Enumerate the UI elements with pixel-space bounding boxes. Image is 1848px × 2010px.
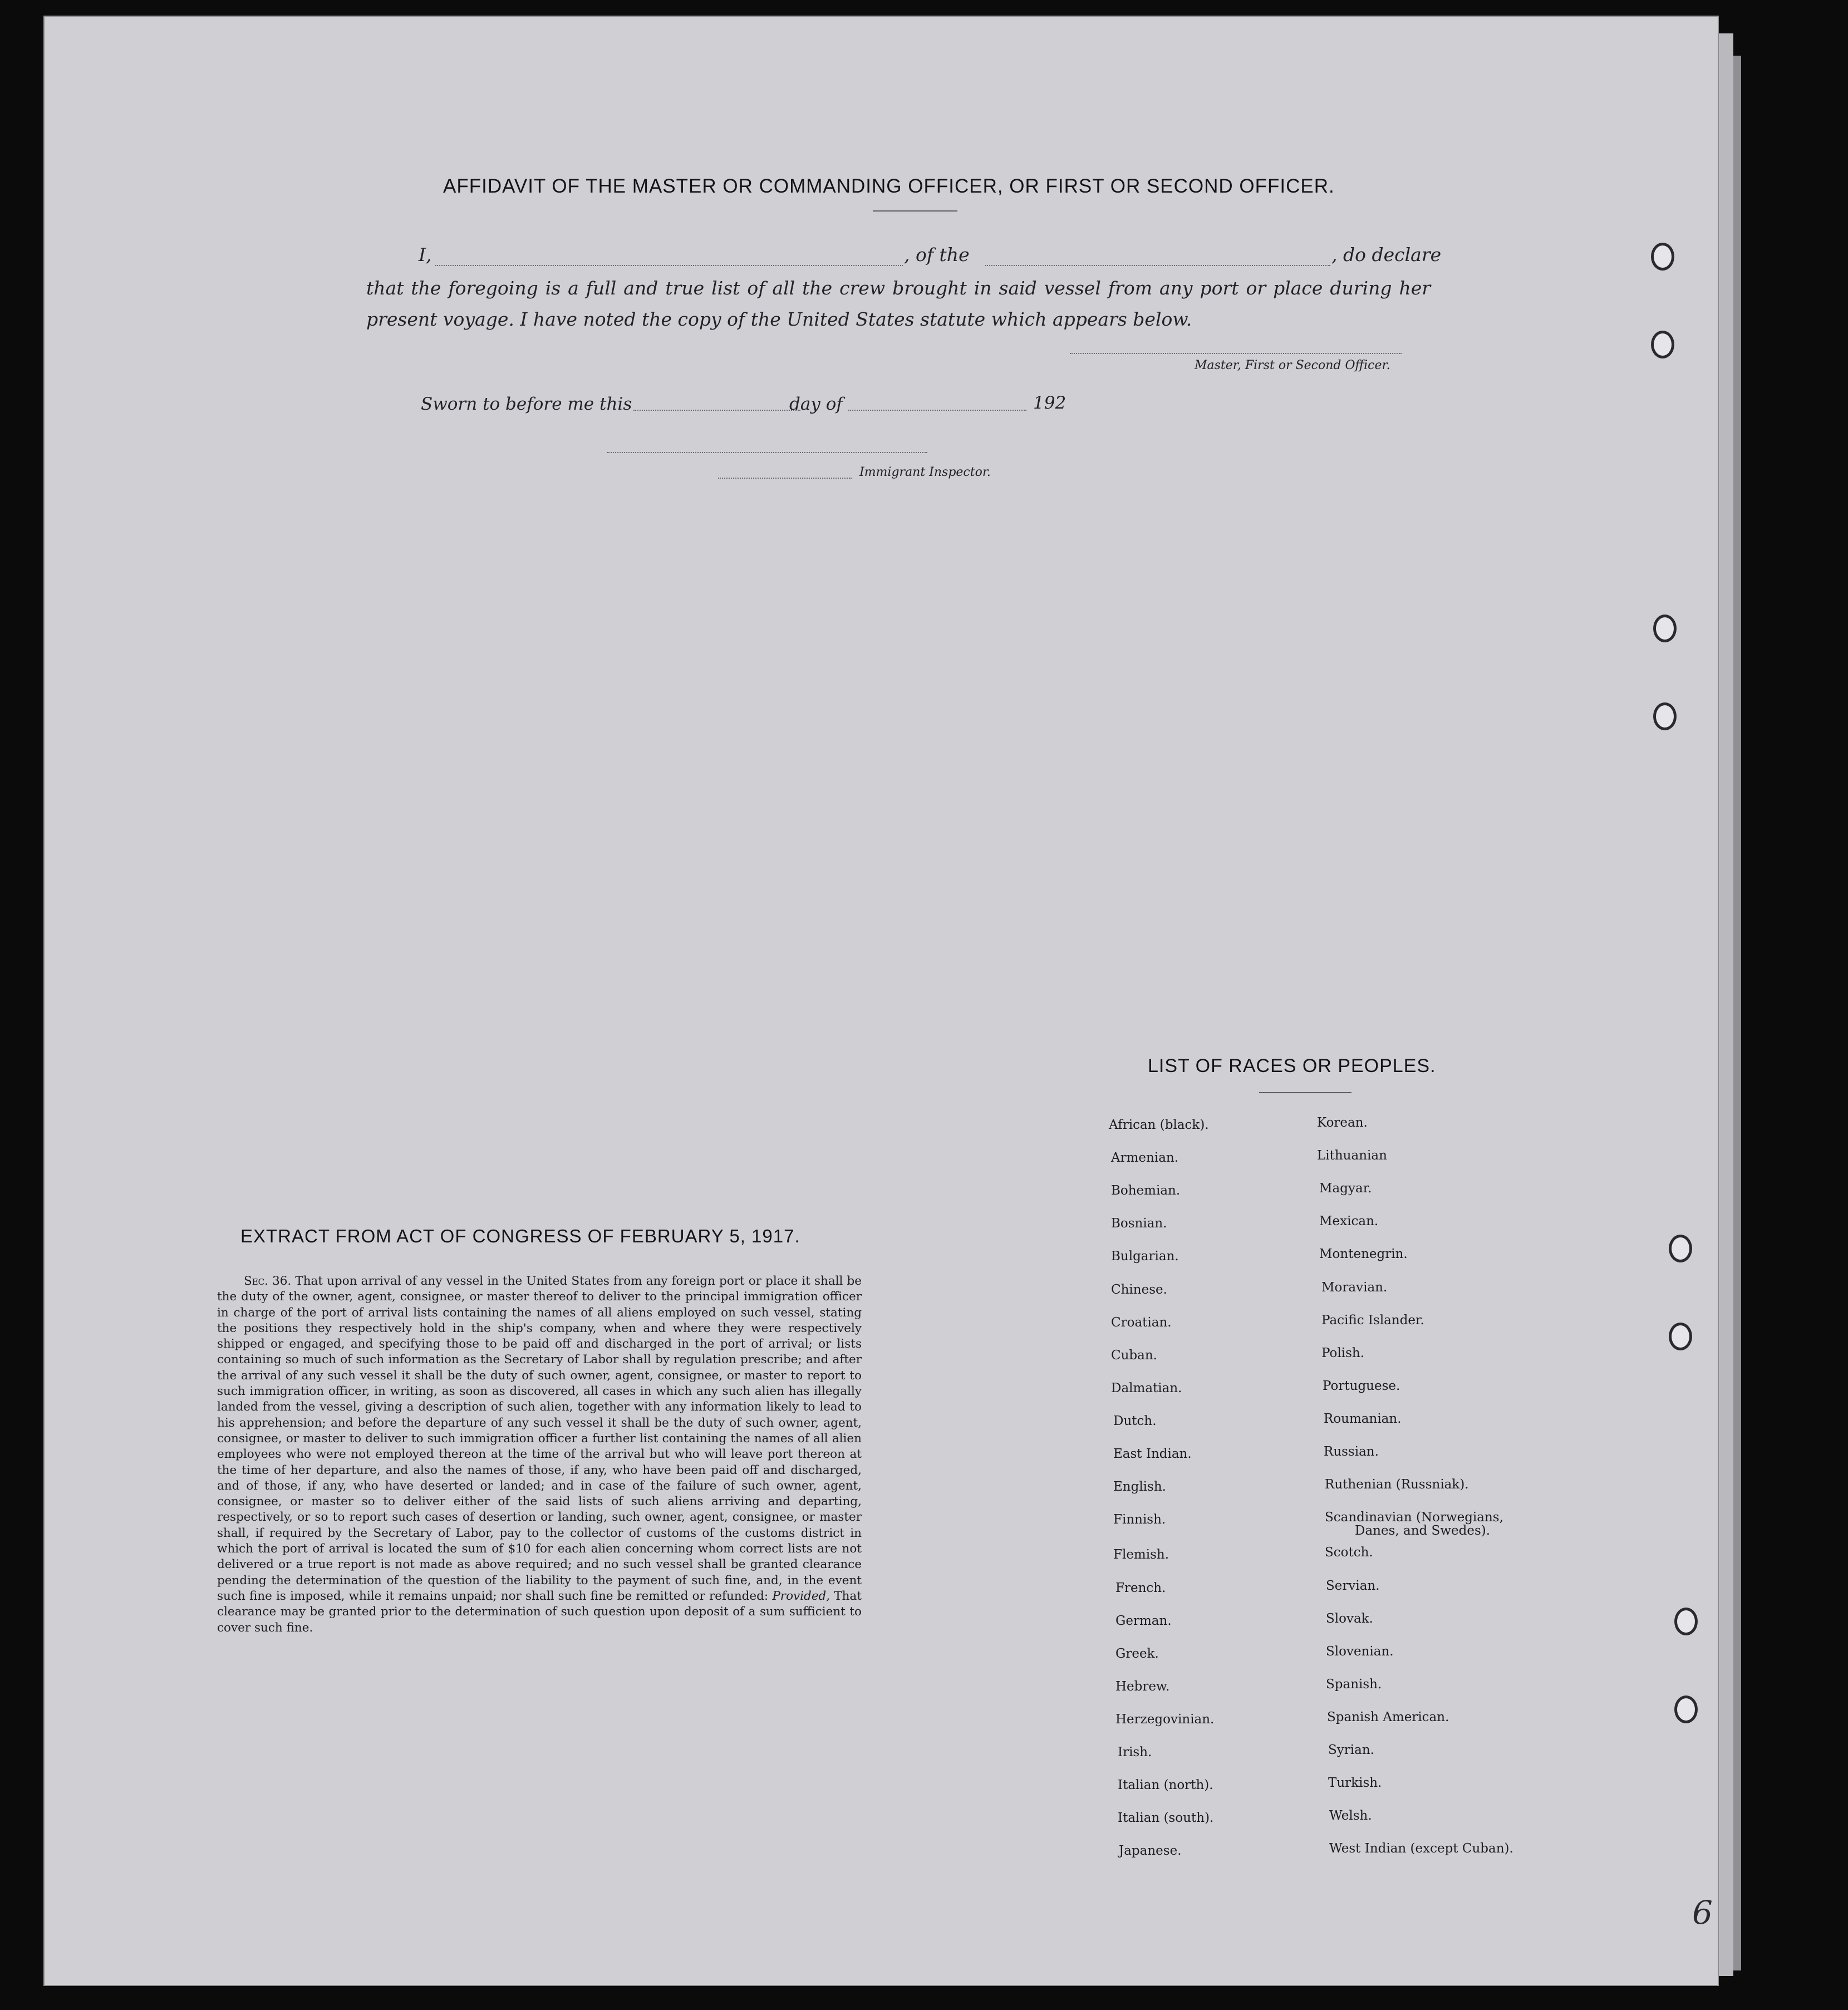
page-edge bbox=[1719, 33, 1733, 1976]
page-edge-shadow bbox=[1733, 56, 1741, 1970]
binder-hole bbox=[1674, 1608, 1698, 1635]
binder-hole bbox=[1653, 702, 1677, 730]
extract-body-end: That clearance may be granted prior to the determination of such question upon deposit of a sum sufficient to cover such fine. bbox=[217, 1589, 862, 1635]
race-item: Bohemian. bbox=[1111, 1183, 1181, 1198]
binder-hole bbox=[1653, 615, 1677, 642]
affidavit-title-rule bbox=[873, 210, 957, 212]
race-item: Mexican. bbox=[1319, 1214, 1379, 1228]
binder-hole bbox=[1651, 243, 1674, 271]
race-item: Armenian. bbox=[1111, 1151, 1179, 1165]
race-item: Danes, and Swedes). bbox=[1355, 1524, 1491, 1538]
inspector-signature-line[interactable] bbox=[718, 478, 852, 479]
race-item: Finnish. bbox=[1113, 1512, 1166, 1527]
race-item: Slovak. bbox=[1326, 1611, 1373, 1626]
section-label: Sec. 36. bbox=[244, 1274, 292, 1288]
race-item: French. bbox=[1115, 1581, 1166, 1595]
declarant-name-field[interactable] bbox=[435, 265, 903, 266]
affidavit-body: that the foregoing is a full and true list of all the crew brought in said vessel from any port or place during her present voyage. I have noted the copy of the United States statute which appears below. bbox=[366, 277, 1431, 330]
affidavit-i-label: I, bbox=[419, 244, 432, 266]
binder-hole bbox=[1669, 1323, 1692, 1350]
extract-body: That upon arrival of any vessel in the United States from any foreign port or place it shall be the duty of the owner, agent, consignee, or master thereof to deliver to the principal immigration officer in charge of the port of arrival lists containing the names of all aliens employed on such vessel, stating the positions they respectively hold in the ship's company, when and where they were respectively shipped or engaged, and specifying those to be paid off and discharged in the port of arrival; or lists containing so much of such information as the Secretary of Labor shall by regulation prescribe; and after the arrival of any such vessel it shall be the duty of such owner, agent, consignee, or master to report to such immigration officer, in writing, as soon as discovered, all cases in which any such alien has illegally landed from the vessel, giving a description of such alien, together with any information likely to lead to his apprehension; and before the departure of any such vessel it shall be the duty of such owner, agent, consignee, or master to deliver to such immigration officer a further list containing the names of all alien employees who were not employed thereon at the time of the arrival but who will leave port thereon at the time of her departure, and also the names of those, if any, who have been paid off and discharged, and of those, if any, who have deserted or landed; and in case of the failure of such owner, agent, consignee, or master so to deliver either of the said lists of such aliens arriving and departing, respectively, or so to report such cases of desertion or landing, such owner, agent, consignee, or master shall, if required by the Secretary of Labor, pay to the collector of customs of the customs district in which the port of arrival is located the sum of $10 for each alien concerning whom correct lists are not delivered or a true report is not made as above required; and no such vessel shall be granted clearance pending the determination of the question of the liability to the payment of such fine, and, in the event such fine is imposed, while it remains unpaid; nor shall such fine be remitted or refunded: bbox=[217, 1274, 862, 1603]
race-item: Moravian. bbox=[1321, 1280, 1388, 1295]
race-item: Welsh. bbox=[1329, 1808, 1372, 1823]
race-item: Pacific Islander. bbox=[1321, 1313, 1424, 1328]
race-item: East Indian. bbox=[1113, 1447, 1192, 1461]
master-signature-line[interactable] bbox=[1070, 353, 1402, 354]
race-item: Korean. bbox=[1317, 1115, 1368, 1130]
handwritten-page-number: 6 bbox=[1692, 1894, 1713, 1932]
race-item: Italian (south). bbox=[1118, 1811, 1214, 1825]
master-signature-label: Master, First or Second Officer. bbox=[1195, 358, 1390, 372]
race-item: Japanese. bbox=[1119, 1844, 1182, 1858]
race-item: Scotch. bbox=[1325, 1545, 1373, 1560]
race-item: Greek. bbox=[1115, 1647, 1159, 1661]
extract-title: EXTRACT FROM ACT OF CONGRESS OF FEBRUARY 5, 1917. bbox=[240, 1226, 800, 1246]
sworn-month-field[interactable] bbox=[848, 410, 1026, 411]
race-item: Lithuanian bbox=[1317, 1148, 1387, 1163]
race-item: German. bbox=[1115, 1614, 1172, 1628]
sworn-prefix: Sworn to before me this bbox=[421, 394, 632, 414]
race-item: Chinese. bbox=[1111, 1282, 1167, 1297]
vessel-name-field[interactable] bbox=[985, 265, 1330, 266]
race-item: West Indian (except Cuban). bbox=[1329, 1841, 1513, 1856]
race-item: Russian. bbox=[1324, 1444, 1379, 1459]
sworn-day-field[interactable] bbox=[633, 410, 800, 411]
extract-text bbox=[217, 1274, 862, 1636]
race-item: Polish. bbox=[1321, 1346, 1365, 1360]
races-title: LIST OF RACES OR PEOPLES. bbox=[1148, 1055, 1436, 1077]
inspector-label: Immigrant Inspector. bbox=[859, 465, 991, 479]
binder-hole bbox=[1651, 331, 1674, 358]
race-item: African (black). bbox=[1109, 1118, 1209, 1132]
affidavit-title: AFFIDAVIT OF THE MASTER OR COMMANDING OFFICER, OR FIRST OR SECOND OFFICER. bbox=[443, 175, 1335, 197]
race-item: Cuban. bbox=[1111, 1348, 1157, 1363]
race-item: Dalmatian. bbox=[1111, 1381, 1182, 1395]
race-item: Spanish. bbox=[1326, 1677, 1382, 1692]
binder-hole bbox=[1674, 1696, 1698, 1723]
race-item: Hebrew. bbox=[1115, 1679, 1170, 1694]
affidavit-of-the-label: , of the bbox=[904, 244, 970, 266]
race-item: Portuguese. bbox=[1323, 1379, 1400, 1393]
inspector-signature-line-upper[interactable] bbox=[607, 452, 927, 453]
sworn-year: 192 bbox=[1033, 393, 1066, 413]
race-item: Bulgarian. bbox=[1111, 1249, 1179, 1264]
provided-word: Provided, bbox=[772, 1589, 830, 1603]
binder-hole bbox=[1669, 1235, 1692, 1262]
race-item: Flemish. bbox=[1113, 1547, 1169, 1562]
race-item: English. bbox=[1113, 1480, 1166, 1494]
affidavit-declare-label: , do declare bbox=[1331, 244, 1442, 266]
race-item: Slovenian. bbox=[1326, 1644, 1394, 1659]
race-item: Turkish. bbox=[1328, 1776, 1382, 1790]
race-item: Servian. bbox=[1326, 1579, 1380, 1593]
race-item: Bosnian. bbox=[1111, 1216, 1167, 1231]
race-item: Roumanian. bbox=[1324, 1412, 1402, 1426]
race-item: Syrian. bbox=[1328, 1743, 1374, 1757]
race-item: Irish. bbox=[1118, 1745, 1152, 1760]
race-item: Dutch. bbox=[1113, 1414, 1157, 1428]
race-item: Spanish American. bbox=[1327, 1710, 1449, 1724]
race-item: Ruthenian (Russniak). bbox=[1325, 1477, 1469, 1492]
race-item: Scandinavian (Norwegians, bbox=[1325, 1510, 1503, 1525]
race-item: Magyar. bbox=[1319, 1181, 1372, 1196]
race-item: Herzegovinian. bbox=[1115, 1712, 1215, 1727]
race-item: Italian (north). bbox=[1118, 1778, 1213, 1792]
race-item: Croatian. bbox=[1111, 1315, 1172, 1330]
race-item: Montenegrin. bbox=[1319, 1247, 1408, 1261]
sworn-day-of-label: day of bbox=[789, 394, 843, 414]
races-title-rule bbox=[1259, 1092, 1351, 1093]
